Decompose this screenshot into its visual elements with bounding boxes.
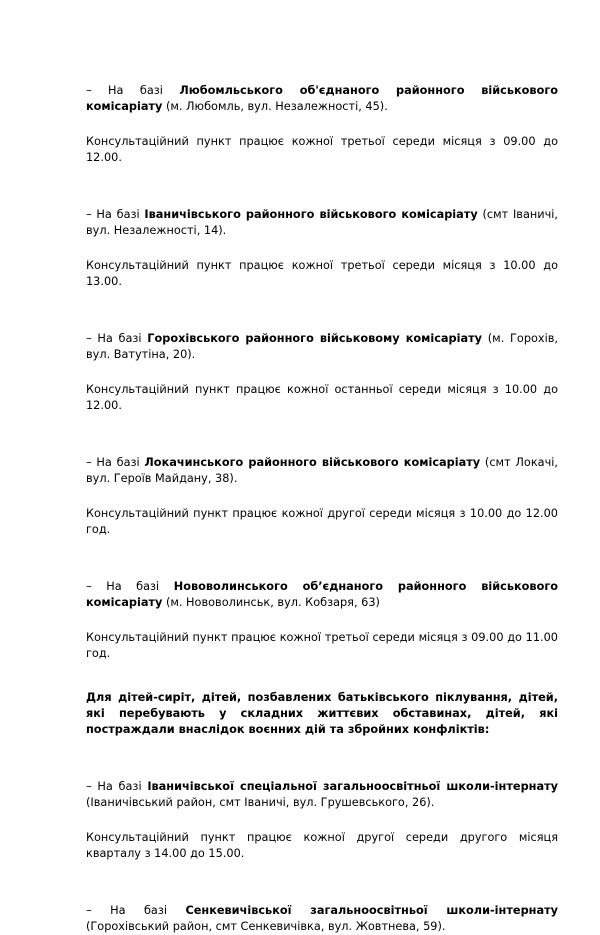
entry-institution-name: Горохівського районного військовому комісаріату — [147, 332, 483, 345]
entry-address: (Горохівський район, смт Сенкевичівка, вул. Жовтнева, 59). — [86, 920, 446, 933]
entry-address: (м. Горохів, вул. Ватутіна, 20). — [86, 332, 558, 361]
entry-prefix: – На базі — [86, 904, 186, 917]
entry-prefix: – На базі — [86, 84, 180, 97]
entry-address: (смт Іваничі, вул. Незалежності, 14). — [86, 208, 559, 237]
entry-location — [86, 331, 558, 363]
entry-address: (м. Нововолинськ, вул. Кобзаря, 63) — [162, 596, 380, 609]
entry-schedule: Консультаційний пункт працює кожної третьої середи місяця з 09.00 до 12.00. — [86, 135, 558, 164]
entry-schedule: Консультаційний пункт працює кожної останньої середи місяця з 10.00 до 12.00. — [86, 383, 558, 412]
entry-location — [86, 903, 558, 935]
entry-schedule: Консультаційний пункт працює кожної другої середи другого місяця кварталу з 14.00 до 15.00. — [86, 831, 558, 860]
entry-location — [86, 207, 558, 239]
entry-location — [86, 83, 558, 115]
entry-prefix: – На базі — [86, 780, 148, 793]
entry-institution-name: Іваничівського районного військового комісаріату — [144, 208, 478, 221]
section-heading: Для дітей-сиріт, дітей, позбавлених батьківського піклування, дітей, які перебувають у складних життєвих обставинах, дітей, які постраждали внаслідок воєнних дій та збройних конфліктів: — [86, 691, 558, 736]
entry-location — [86, 455, 558, 487]
entry-prefix: – На базі — [86, 456, 145, 469]
entry-schedule: Консультаційний пункт працює кожної третьої середи місяця з 10.00 до 13.00. — [86, 259, 558, 288]
entry-prefix: – На базі — [86, 580, 174, 593]
entry-schedule: Консультаційний пункт працює кожної третьої середи місяця з 09.00 до 11.00 год. — [86, 631, 558, 660]
entry-institution-name: Нововолинського об’єднаного районного військового комісаріату — [86, 580, 558, 609]
entry-institution-name: Сенкевичівської загальноосвітньої школи-інтернату — [185, 904, 558, 917]
entry-prefix: – На базі — [86, 332, 148, 345]
entry-address: (м. Любомль, вул. Незалежності, 45). — [162, 100, 388, 113]
entry-location — [86, 779, 558, 811]
entry-institution-name: Любомльського об'єднаного районного військового комісаріату — [86, 84, 558, 113]
entry-institution-name: Локачинського районного військового комісаріату — [144, 456, 481, 469]
entry-location — [86, 579, 558, 611]
entry-prefix: – На базі — [86, 208, 145, 221]
entry-schedule: Консультаційний пункт працює кожної другої середи місяця з 10.00 до 12.00 год. — [86, 507, 558, 536]
entry-address: (Іваничівський район, смт Іваничі, вул. Грушевського, 26). — [86, 796, 435, 809]
entry-address: (смт Локачі, вул. Героїв Майдану, 38). — [86, 456, 558, 485]
entry-institution-name: Іваничівської спеціальної загальноосвітньої школи-інтернату — [147, 780, 558, 793]
document-page — [86, 83, 558, 935]
